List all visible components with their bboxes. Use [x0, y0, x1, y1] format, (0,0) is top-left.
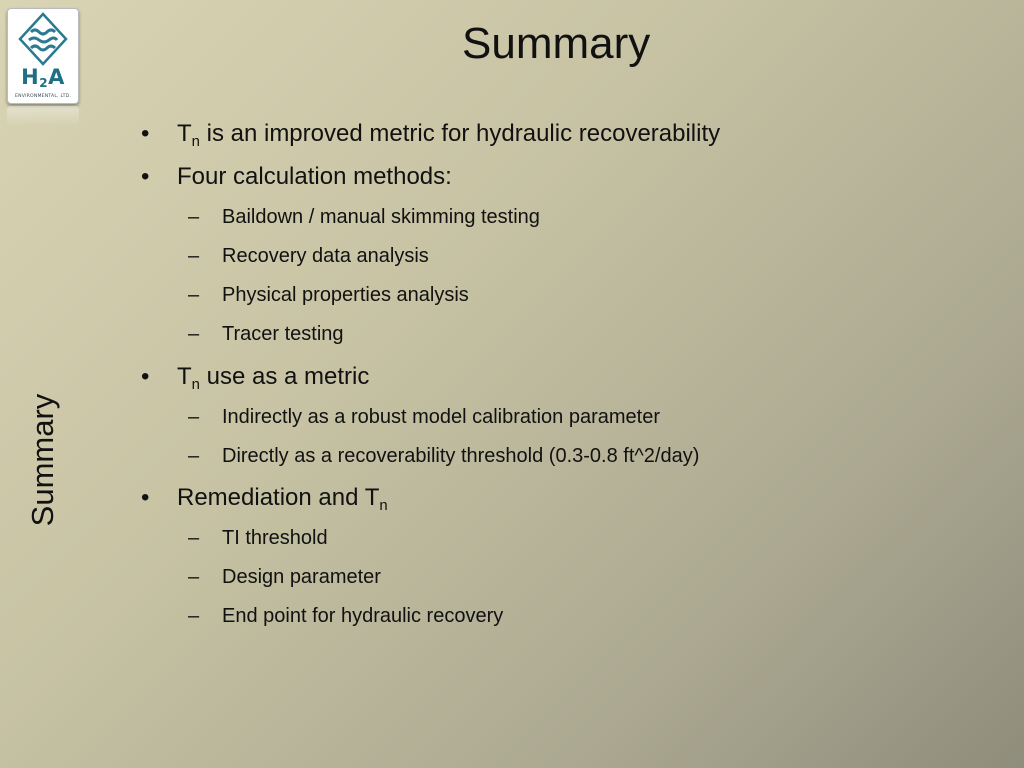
dash-marker: –	[188, 323, 200, 345]
bullet-marker: •	[141, 484, 150, 511]
sub-bullet-item: – TI threshold	[188, 527, 328, 549]
dash-marker: –	[188, 605, 200, 627]
bullet-marker: •	[141, 120, 150, 147]
bullet-item: • Four calculation methods:	[141, 163, 452, 190]
sub-bullet-item: – Directly as a recoverability threshold (0.3-0.8 ft^2/day)	[188, 445, 700, 467]
dash-marker: –	[188, 284, 200, 306]
sub-bullet-item: – Recovery data analysis	[188, 245, 429, 267]
dash-marker: –	[188, 245, 200, 267]
sub-bullet-item: – Physical properties analysis	[188, 284, 469, 306]
bullet-marker: •	[141, 363, 150, 390]
section-side-label: Summary	[25, 393, 60, 527]
sub-bullet-item: – End point for hydraulic recovery	[188, 605, 504, 627]
water-waves-icon	[18, 12, 68, 66]
logo-wordmark: $H_2A$	[21, 65, 65, 90]
logo-tagline: ENVIRONMENTAL, LTD.	[15, 94, 71, 99]
sub-bullet-item: – Tracer testing	[188, 323, 344, 345]
bullet-item: • Remediation and $T_n$	[141, 484, 388, 515]
sub-bullet-item: – Indirectly as a robust model calibration parameter	[188, 406, 660, 428]
bullet-item: • $T_n$ use as a metric	[141, 363, 370, 394]
bullet-marker: •	[141, 163, 150, 190]
slide-title: Summary	[462, 19, 651, 68]
sub-bullet-item: – Baildown / manual skimming testing	[188, 206, 540, 228]
dash-marker: –	[188, 406, 200, 428]
bullet-item: • $T_n$ is an improved metric for hydraulic recoverability	[141, 120, 721, 151]
dash-marker: –	[188, 566, 200, 588]
logo-reflection	[7, 106, 79, 126]
logo-badge	[7, 8, 79, 104]
dash-marker: –	[188, 527, 200, 549]
sub-bullet-item: – Design parameter	[188, 566, 381, 588]
company-logo	[7, 8, 79, 126]
dash-marker: –	[188, 445, 200, 467]
dash-marker: –	[188, 206, 200, 228]
